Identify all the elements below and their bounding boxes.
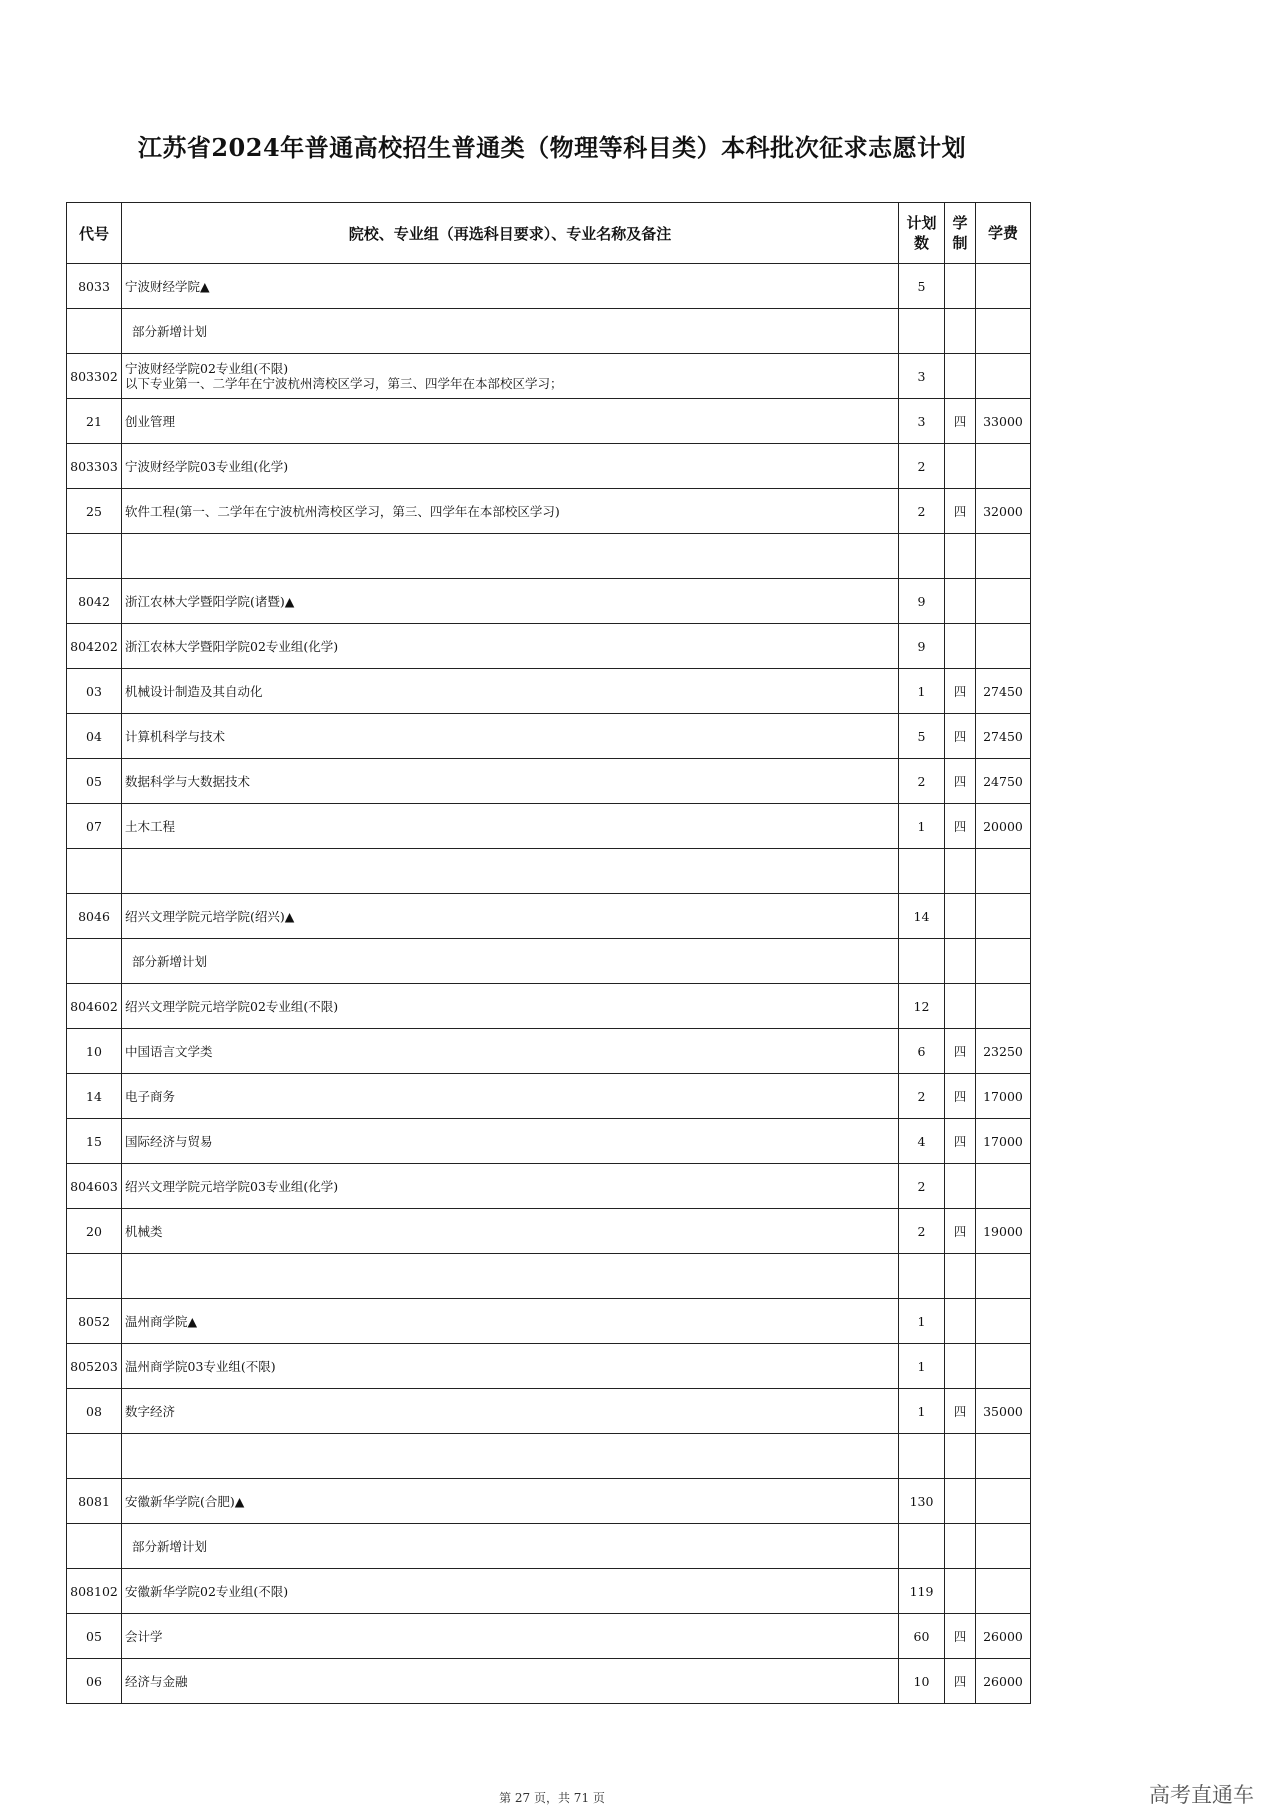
table-row: [67, 714, 1031, 759]
row-study-length: [945, 534, 976, 579]
row-study-length: [945, 849, 976, 894]
table-row: [67, 939, 1031, 984]
row-study-length: 四: [945, 714, 976, 759]
row-name: [122, 984, 899, 1029]
row-tuition: [976, 534, 1031, 579]
table-row: [67, 849, 1031, 894]
row-code: 03: [67, 669, 122, 714]
row-code: [67, 1434, 122, 1479]
table-row: [67, 1164, 1031, 1209]
row-code: 05: [67, 759, 122, 804]
row-note: 以下专业第一、二学年在宁波杭州湾校区学习，第三、四学年在本部校区学习；: [125, 376, 563, 391]
row-tuition: [976, 984, 1031, 1029]
row-code: 10: [67, 1029, 122, 1074]
row-plan-count: 6: [899, 1029, 945, 1074]
row-name: [122, 309, 899, 354]
table-row: [67, 1659, 1031, 1704]
row-plan-count: 5: [899, 264, 945, 309]
row-name: [122, 714, 899, 759]
row-plan-count: 4: [899, 1119, 945, 1164]
row-name: [122, 1029, 899, 1074]
row-name: [122, 1389, 899, 1434]
row-name: [122, 264, 899, 309]
table-row: [67, 759, 1031, 804]
row-name-text: 宁波财经学院▲: [125, 278, 210, 294]
row-code: 8052: [67, 1299, 122, 1344]
row-study-length: 四: [945, 759, 976, 804]
row-study-length: [945, 309, 976, 354]
row-study-length: [945, 1344, 976, 1389]
row-name: [122, 1344, 899, 1389]
row-plan-count: 1: [899, 1344, 945, 1389]
row-name: [122, 534, 899, 579]
row-study-length: [945, 354, 976, 399]
row-plan-count: 12: [899, 984, 945, 1029]
table-row: [67, 1119, 1031, 1164]
row-name: [122, 804, 899, 849]
table-row: [67, 309, 1031, 354]
row-code: [67, 849, 122, 894]
row-study-length: [945, 894, 976, 939]
row-name-text: 部分新增计划: [132, 953, 208, 969]
row-tuition: 33000: [976, 399, 1031, 444]
row-name: [122, 399, 899, 444]
row-study-length: [945, 444, 976, 489]
row-name-text: 温州商学院▲: [125, 1313, 198, 1329]
row-tuition: 20000: [976, 804, 1031, 849]
row-name: [122, 1614, 899, 1659]
row-code: 07: [67, 804, 122, 849]
row-plan-count: 10: [899, 1659, 945, 1704]
row-tuition: [976, 1569, 1031, 1614]
row-plan-count: [899, 849, 945, 894]
row-name-text: 宁波财经学院02专业组(不限): [125, 361, 289, 376]
header-fee: 学费: [976, 203, 1031, 264]
table-row: [67, 1209, 1031, 1254]
row-name: [122, 1434, 899, 1479]
row-plan-count: 2: [899, 759, 945, 804]
table-row: [67, 354, 1031, 399]
row-code: 04: [67, 714, 122, 759]
row-plan-count: 1: [899, 1299, 945, 1344]
row-plan-count: 5: [899, 714, 945, 759]
row-name: [122, 354, 899, 399]
row-study-length: 四: [945, 489, 976, 534]
row-name-text: 数据科学与大数据技术: [125, 773, 251, 789]
row-study-length: [945, 624, 976, 669]
row-code: 8081: [67, 1479, 122, 1524]
row-plan-count: 3: [899, 399, 945, 444]
row-name: [122, 1119, 899, 1164]
table-row: [67, 984, 1031, 1029]
row-name-text: 土木工程: [125, 818, 176, 834]
row-study-length: 四: [945, 1659, 976, 1704]
row-name: [122, 1479, 899, 1524]
page-title: 江苏省2024年普通高校招生普通类（物理等科目类）本科批次征求志愿计划: [137, 133, 967, 162]
row-plan-count: 2: [899, 1074, 945, 1119]
row-name-text: 宁波财经学院03专业组(化学): [125, 458, 289, 474]
row-code: 804202: [67, 624, 122, 669]
table-row: [67, 1479, 1031, 1524]
row-code: 21: [67, 399, 122, 444]
table-row: [67, 534, 1031, 579]
row-study-length: 四: [945, 399, 976, 444]
row-name: [122, 624, 899, 669]
row-tuition: [976, 1164, 1031, 1209]
row-name: [122, 669, 899, 714]
row-code: 20: [67, 1209, 122, 1254]
row-name: [122, 894, 899, 939]
row-tuition: [976, 354, 1031, 399]
table-row: [67, 579, 1031, 624]
row-code: [67, 534, 122, 579]
page-number: 第 27 页，共 71 页: [499, 1791, 605, 1805]
row-plan-count: 2: [899, 1209, 945, 1254]
row-name: [122, 579, 899, 624]
header-length: 学制: [945, 203, 976, 264]
row-plan-count: 119: [899, 1569, 945, 1614]
row-name: [122, 1569, 899, 1614]
row-study-length: [945, 939, 976, 984]
row-tuition: [976, 1344, 1031, 1389]
row-tuition: 27450: [976, 714, 1031, 759]
row-tuition: 17000: [976, 1119, 1031, 1164]
row-code: 803302: [67, 354, 122, 399]
row-plan-count: 60: [899, 1614, 945, 1659]
row-plan-count: 9: [899, 624, 945, 669]
row-plan-count: 2: [899, 444, 945, 489]
table-row: [67, 1254, 1031, 1299]
row-name: [122, 1209, 899, 1254]
row-name-text: 部分新增计划: [132, 323, 208, 339]
row-name-text: 浙江农林大学暨阳学院02专业组(化学): [125, 638, 339, 654]
row-name-text: 创业管理: [125, 413, 176, 429]
row-plan-count: 3: [899, 354, 945, 399]
row-name: [122, 1524, 899, 1569]
row-tuition: 17000: [976, 1074, 1031, 1119]
watermark: 高考直通车: [1149, 1783, 1254, 1807]
row-name-text: 计算机科学与技术: [125, 728, 226, 744]
table-header-row: [67, 203, 1031, 264]
row-plan-count: [899, 939, 945, 984]
row-name-text: 绍兴文理学院元培学院(绍兴)▲: [125, 908, 295, 924]
row-tuition: 32000: [976, 489, 1031, 534]
row-code: [67, 1254, 122, 1299]
table-row: [67, 1524, 1031, 1569]
row-study-length: [945, 1164, 976, 1209]
row-tuition: [976, 1479, 1031, 1524]
row-study-length: 四: [945, 1389, 976, 1434]
table-row: [67, 804, 1031, 849]
header-code: 代号: [67, 203, 122, 264]
row-code: [67, 1524, 122, 1569]
row-name: [122, 1659, 899, 1704]
row-code: 08: [67, 1389, 122, 1434]
row-study-length: [945, 1524, 976, 1569]
table-row: [67, 264, 1031, 309]
row-tuition: 26000: [976, 1659, 1031, 1704]
row-name-text: 安徽新华学院(合肥)▲: [125, 1493, 245, 1509]
row-study-length: 四: [945, 1074, 976, 1119]
row-plan-count: [899, 1524, 945, 1569]
row-name-text: 机械类: [125, 1223, 163, 1239]
row-tuition: [976, 624, 1031, 669]
row-plan-count: 9: [899, 579, 945, 624]
row-name-text: 温州商学院03专业组(不限): [125, 1358, 276, 1374]
row-tuition: 27450: [976, 669, 1031, 714]
row-code: [67, 309, 122, 354]
row-code: 14: [67, 1074, 122, 1119]
row-plan-count: [899, 309, 945, 354]
row-name: [122, 1074, 899, 1119]
row-plan-count: 2: [899, 489, 945, 534]
row-tuition: 19000: [976, 1209, 1031, 1254]
row-tuition: 26000: [976, 1614, 1031, 1659]
row-code: 803303: [67, 444, 122, 489]
table-row: [67, 1344, 1031, 1389]
header-plan: 计划数: [899, 203, 945, 264]
row-name-text: 安徽新华学院02专业组(不限): [125, 1583, 289, 1599]
row-study-length: 四: [945, 1029, 976, 1074]
row-tuition: [976, 849, 1031, 894]
row-name-text: 软件工程(第一、二学年在宁波杭州湾校区学习，第三、四学年在本部校区学习): [125, 503, 560, 519]
row-tuition: 35000: [976, 1389, 1031, 1434]
row-name: [122, 939, 899, 984]
row-tuition: [976, 264, 1031, 309]
row-name-text: 数字经济: [125, 1403, 176, 1419]
table-row: [67, 1614, 1031, 1659]
row-study-length: 四: [945, 669, 976, 714]
table-row: [67, 1299, 1031, 1344]
row-name: [122, 1164, 899, 1209]
row-plan-count: 1: [899, 804, 945, 849]
row-plan-count: [899, 1254, 945, 1299]
row-name-text: 机械设计制造及其自动化: [125, 683, 263, 699]
row-name-text: 国际经济与贸易: [125, 1133, 213, 1149]
row-tuition: 23250: [976, 1029, 1031, 1074]
row-plan-count: 1: [899, 669, 945, 714]
row-code: 805203: [67, 1344, 122, 1389]
row-code: 8046: [67, 894, 122, 939]
row-study-length: [945, 1254, 976, 1299]
row-tuition: [976, 579, 1031, 624]
row-name-text: 绍兴文理学院元培学院03专业组(化学): [125, 1178, 339, 1194]
row-study-length: [945, 579, 976, 624]
row-name-text: 经济与金融: [125, 1673, 188, 1689]
row-plan-count: [899, 534, 945, 579]
row-name-text: 会计学: [125, 1628, 163, 1644]
row-code: 25: [67, 489, 122, 534]
row-code: 8033: [67, 264, 122, 309]
table-row: [67, 1434, 1031, 1479]
table-row: [67, 444, 1031, 489]
row-code: 15: [67, 1119, 122, 1164]
row-study-length: 四: [945, 1614, 976, 1659]
row-study-length: 四: [945, 1119, 976, 1164]
row-code: 05: [67, 1614, 122, 1659]
table-row: [67, 1029, 1031, 1074]
row-tuition: [976, 309, 1031, 354]
header-name: 院校、专业组（再选科目要求）、专业名称及备注: [122, 203, 899, 264]
row-tuition: 24750: [976, 759, 1031, 804]
row-tuition: [976, 1524, 1031, 1569]
row-name-text: 电子商务: [125, 1088, 176, 1104]
row-code: [67, 939, 122, 984]
row-code: 804602: [67, 984, 122, 1029]
row-study-length: [945, 1569, 976, 1614]
row-study-length: [945, 1299, 976, 1344]
row-name-text: 中国语言文学类: [125, 1043, 213, 1059]
row-name: [122, 444, 899, 489]
row-tuition: [976, 1299, 1031, 1344]
table-row: [67, 624, 1031, 669]
row-study-length: [945, 984, 976, 1029]
row-tuition: [976, 939, 1031, 984]
row-name: [122, 849, 899, 894]
table-row: [67, 669, 1031, 714]
row-study-length: [945, 264, 976, 309]
row-study-length: 四: [945, 804, 976, 849]
table-row: [67, 399, 1031, 444]
row-plan-count: 14: [899, 894, 945, 939]
row-plan-count: [899, 1434, 945, 1479]
row-code: 804603: [67, 1164, 122, 1209]
row-study-length: [945, 1479, 976, 1524]
row-study-length: 四: [945, 1209, 976, 1254]
row-tuition: [976, 894, 1031, 939]
table-row: [67, 1389, 1031, 1434]
row-name: [122, 1254, 899, 1299]
table-row: [67, 1569, 1031, 1614]
row-name-text: 部分新增计划: [132, 1538, 208, 1554]
row-tuition: [976, 1434, 1031, 1479]
row-name: [122, 759, 899, 804]
table-row: [67, 1074, 1031, 1119]
table-body: [67, 264, 1031, 1704]
table-row: [67, 489, 1031, 534]
row-code: 808102: [67, 1569, 122, 1614]
row-name: [122, 489, 899, 534]
table-row: [67, 894, 1031, 939]
enrollment-plan-table: [66, 202, 1031, 1704]
row-tuition: [976, 1254, 1031, 1299]
row-name-text: 绍兴文理学院元培学院02专业组(不限): [125, 998, 339, 1014]
row-study-length: [945, 1434, 976, 1479]
row-name: [122, 1299, 899, 1344]
row-tuition: [976, 444, 1031, 489]
row-plan-count: 1: [899, 1389, 945, 1434]
row-name-text: 浙江农林大学暨阳学院(诸暨)▲: [125, 593, 295, 609]
row-plan-count: 2: [899, 1164, 945, 1209]
row-code: 8042: [67, 579, 122, 624]
row-code: 06: [67, 1659, 122, 1704]
row-plan-count: 130: [899, 1479, 945, 1524]
